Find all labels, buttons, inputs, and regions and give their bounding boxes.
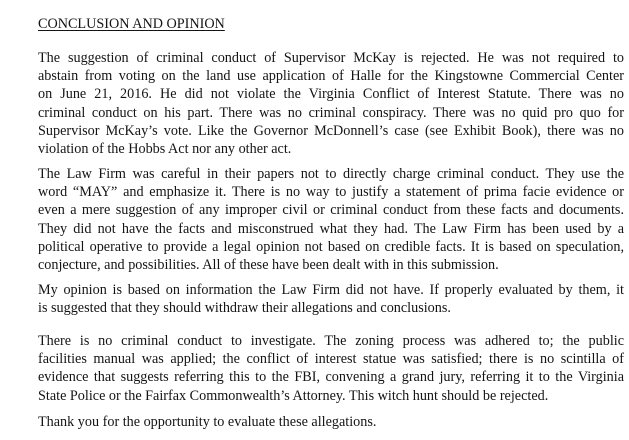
paragraph-law-firm — [38, 165, 624, 274]
text-line: political operative to provide a legal opinion not based on credible facts. It is based on speculation, — [38, 238, 624, 255]
text-line: violation of the Hobbs Act nor any other act. — [38, 140, 292, 157]
text-line: evidence that suggests referring this to the FBI, convening a grand jury, referring it to the Virginia — [38, 369, 624, 386]
paragraph-rejection — [38, 49, 624, 158]
text-line: conjecture, and possibilities. All of these have been dealt with in this submission. — [38, 256, 499, 273]
text-line: even a mere suggestion of any improper civil or criminal conduct from these facts and documents. — [38, 202, 624, 219]
text-line: They did not have the facts and misconstrued what they had. The Law Firm has been used by a — [38, 220, 624, 237]
paragraph-closing — [38, 413, 624, 431]
text-line: The Law Firm was careful in their papers not to directly charge criminal conduct. They use the — [38, 166, 624, 182]
text-line: State Police or the Fairfax Commonwealth’s Attorney. This witch hunt should be rejected. — [38, 387, 549, 404]
text-line: word “MAY” and emphasize it. There is no way to justify a statement of prima facie evidence or — [38, 184, 624, 201]
section-heading: CONCLUSION AND OPINION — [38, 16, 225, 32]
text-line: on June 21, 2016. He did not violate the Virginia Conflict of Interest Statute. There was no — [38, 86, 624, 103]
text-line: abstain from voting on the land use application of Halle for the Kingstowne Commercial Center — [38, 68, 624, 85]
text-line: is suggested that they should withdraw their allegations and conclusions. — [38, 300, 451, 317]
text-line: criminal conduct on his part. There was no criminal conspiracy. There was no quid pro quo for — [38, 104, 624, 121]
text-line: Supervisor McKay’s vote. Like the Governor McDonnell’s case (see Exhibit Book), there was no — [38, 122, 624, 139]
text-line: There is no criminal conduct to investigate. The zoning process was adhered to; the public — [38, 333, 624, 349]
text-line: Thank you for the opportunity to evaluate these allegations. — [38, 414, 377, 430]
text-line: The suggestion of criminal conduct of Supervisor McKay is rejected. He was not required to — [38, 50, 624, 66]
text-line: facilities manual was applied; the conflict of interest statue was satisfied; there is no scintilla of — [38, 351, 624, 368]
paragraph-no-investigation — [38, 332, 624, 405]
paragraph-opinion-basis — [38, 281, 624, 317]
text-line: My opinion is based on information the Law Firm did not have. If properly evaluated by them, it — [38, 282, 624, 298]
